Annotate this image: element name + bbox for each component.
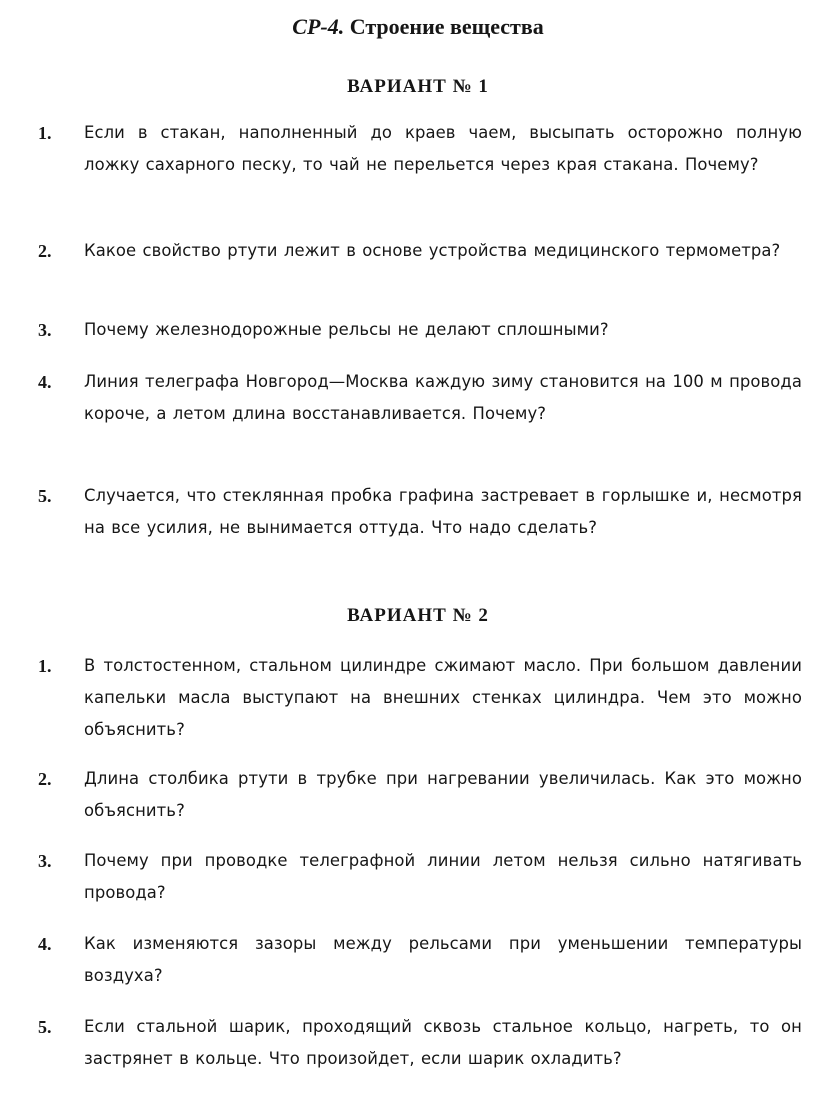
question-number: 5. <box>38 486 52 506</box>
question-number: 3. <box>38 320 52 340</box>
question-number: 4. <box>38 934 52 954</box>
question-number: 1. <box>38 123 52 143</box>
question-number: 2. <box>38 241 52 261</box>
variant-1-heading: ВАРИАНТ № 1 <box>347 76 489 97</box>
work-title: Строение вещества <box>349 14 544 39</box>
question-number: 5. <box>38 1017 52 1037</box>
question-number: 2. <box>38 769 52 789</box>
question-text: Если стальной шарик, проходящий сквозь стальное кольцо, нагреть, то он застрянет в кольце. Что произойдет, если шарик охладить? <box>84 1017 802 1068</box>
question-text: В толстостенном, стальном цилиндре сжимают масло. При большом давлении капельки масла выступают на внешних стенках цилиндра. Чем это можно объяснить? <box>84 656 802 739</box>
question-text: Почему при проводке телеграфной линии летом нельзя сильно натягивать провода? <box>84 851 802 902</box>
work-code: СР-4. <box>292 14 345 39</box>
question-text: Линия телеграфа Новгород—Москва каждую зиму становится на 100 м провода короче, а летом длина восстанавливается. Почему? <box>84 372 802 423</box>
question-number: 1. <box>38 656 52 676</box>
question-text: Какое свойство ртути лежит в основе устройства медицинского термометра? <box>84 241 781 260</box>
question-number: 3. <box>38 851 52 871</box>
question-text: Длина столбика ртути в трубке при нагревании увеличилась. Как это можно объяснить? <box>84 769 802 820</box>
question-text: Если в стакан, наполненный до краев чаем, высыпать осторожно полную ложку сахарного песку, то чай не перельется через края стакана. Почему? <box>84 123 802 174</box>
question-text: Почему железнодорожные рельсы не делают сплошными? <box>84 320 609 339</box>
variant-2-heading: ВАРИАНТ № 2 <box>347 605 489 626</box>
question-number: 4. <box>38 372 52 392</box>
question-text: Как изменяются зазоры между рельсами при уменьшении температуры воздуха? <box>84 934 802 985</box>
page-title <box>0 12 816 42</box>
question-text: Случается, что стеклянная пробка графина застревает в горлышке и, несмотря на все усилия, не вынимается оттуда. Что надо сделать? <box>84 486 802 537</box>
